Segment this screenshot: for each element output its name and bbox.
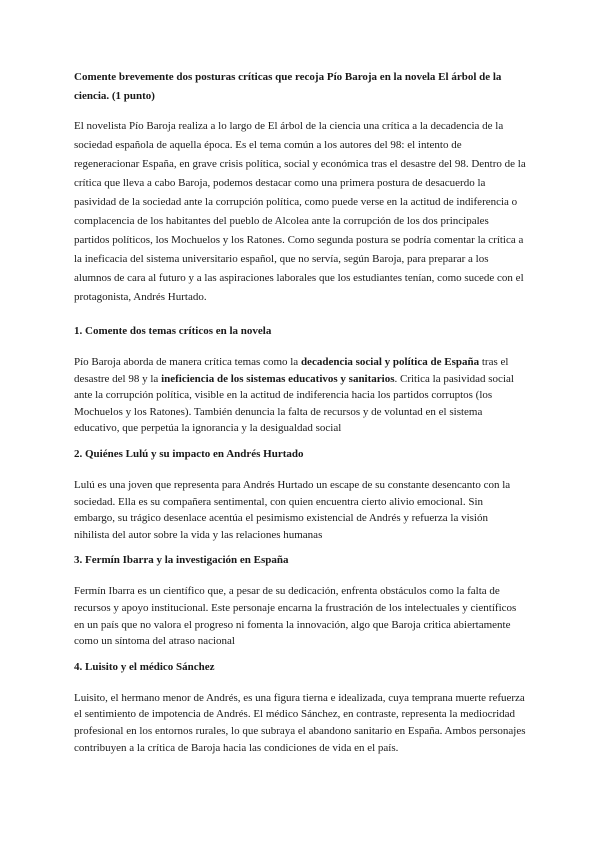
section-4 (74, 658, 526, 756)
question-title: Comente brevemente dos posturas críticas que recoja Pío Baroja en la novela El árbol de la ciencia. (1 punto) (74, 71, 502, 102)
section-3-heading: 3. Fermín Ibarra y la investigación en España (74, 554, 289, 567)
document-page (74, 68, 526, 756)
section-1-heading: 1. Comente dos temas críticos en la novela (74, 325, 272, 337)
section-1-text-a: Pío Baroja aborda de manera crítica temas como la (74, 356, 301, 368)
section-3 (74, 551, 526, 649)
section-1-bold-b: ineficiencia de los sistemas educativos y sanitarios (161, 372, 395, 385)
section-2-text: Lulú es una joven que representa para Andrés Hurtado un escape de su constante desencanto con la sociedad. Ella es su compañera sentimental, con quien encuentra cierto alivio emocional. Sin embargo, su trágico desenlace acentúa el pesimismo existencial de Andrés y refuerza la visión nihilista del autor sobre la vida y las relaciones humanas (74, 478, 511, 541)
section-4-text: Luisito, el hermano menor de Andrés, es una figura tierna e idealizada, cuya temprana muerte refuerza el sentimiento de impotencia de Andrés. El médico Sánchez, en contraste, representa la mediocridad profesional en los entornos rurales, lo que subraya el abandono sanitario en España. Ambos personajes contribuyen a la crítica de Baroja hacia las condiciones de vida en el país. (74, 691, 526, 754)
intro-paragraph: El novelista Pío Baroja realiza a lo largo de El árbol de la ciencia una crítica a la decadencia de la sociedad española de aquella época. Es el tema común a los autores del 98: el intento de regeneracionar España, en grave crisis política, social y económica tras el desastre del 98. Dentro de la crítica que lleva a cabo Baroja, podemos destacar como una primera postura de desacuerdo la pasividad de la sociedad ante la corrupción política, como puede verse en la actitud de indiferencia o complacencia de los habitantes del pueblo de Alcolea ante la corrupción de los dos principales partidos políticos, los Mochuelos y los Ratones. Como segunda postura se podría comentar la crítica a la ineficacia del sistema universitario español, que no servía, según Baroja, para preparar a los alumnos de cara al futuro y a las aspiraciones laborales que los estudiantes tenían, como sucede con el protagonista, Andrés Hurtado. (74, 120, 526, 303)
section-1 (74, 322, 526, 437)
section-1-text (74, 354, 526, 437)
section-3-text: Fermín Ibarra es un científico que, a pesar de su dedicación, enfrenta obstáculos como la falta de recursos y apoyo institucional. Este personaje encarna la frustración de los intelectuales y científicos en un país que no valora el progreso ni fomenta la innovación, algo que Baroja critica abiertamente como un síntoma del atraso nacional (74, 585, 517, 648)
section-4-heading: 4. Luisito y el médico Sánchez (74, 660, 215, 673)
section-1-text-c: . Critica la pasividad social ante la corrupción política, visible en la actitud de indiferencia hacia los partidos corruptos (los Mochuelos y los Ratones). También denuncia la falta de recursos y de voluntad en el sistema educativo, que perpetúa la ignorancia y la desigualdad social (74, 372, 514, 435)
section-1-text-b: tras el desastre del 98 y la (74, 356, 509, 385)
section-2-heading: 2. Quiénes Lulú y su impacto en Andrés Hurtado (74, 447, 304, 460)
section-2 (74, 445, 526, 543)
section-1-bold-a: decadencia social y política de España (300, 356, 480, 368)
